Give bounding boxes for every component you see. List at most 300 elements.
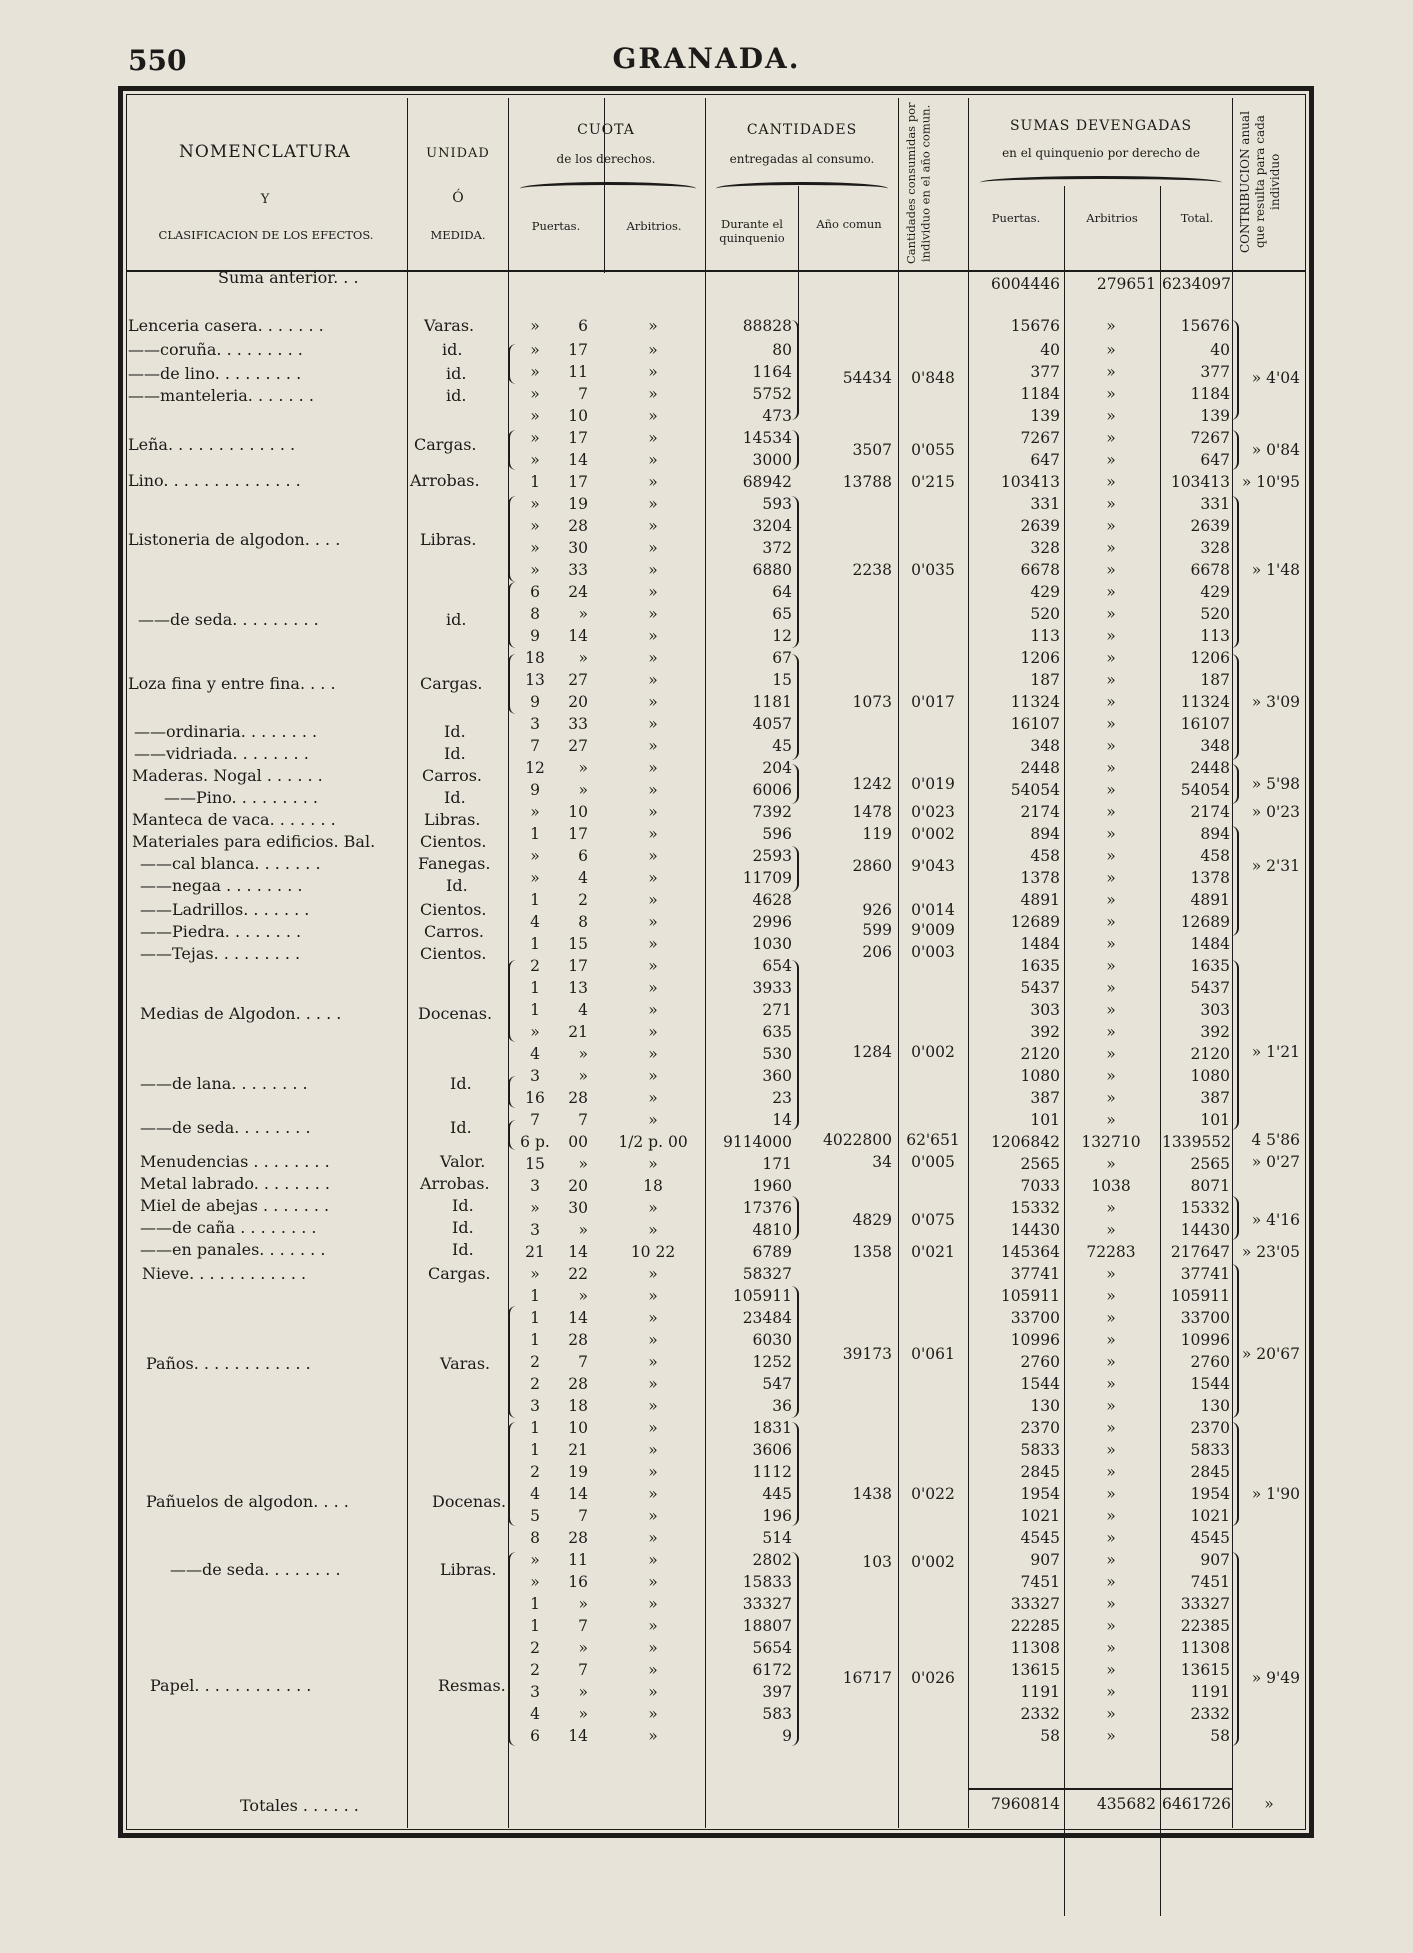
cuota-puertas-reales: 2 (530, 1353, 540, 1371)
suma-total: 331 (1200, 495, 1230, 513)
suma-total: 113 (1200, 627, 1230, 645)
suma-puertas: 331 (1030, 495, 1060, 513)
suma-total: 1206 (1190, 649, 1230, 667)
cuota-puertas-reales: 1 (530, 1617, 540, 1635)
brace-mark (1230, 496, 1239, 648)
suma-arbitrios: » (1106, 1573, 1116, 1591)
cantidad-quinquenio: 36 (772, 1397, 792, 1415)
cantidad-quinquenio: 14 (772, 1111, 792, 1129)
cantidad-anio-comun: 1438 (852, 1485, 892, 1503)
cuota-puertas-reales: 18 (525, 649, 545, 667)
suma-total: 11324 (1180, 693, 1230, 711)
suma-puertas: 40 (1040, 341, 1060, 359)
unit-label: Id. (452, 1196, 474, 1215)
unit-label: Id. (450, 1074, 472, 1093)
suma-puertas: 139 (1030, 407, 1060, 425)
brace-mark (790, 846, 799, 892)
consumo-por-individuo: 9'043 (911, 857, 955, 875)
suma-puertas: 33327 (1010, 1595, 1060, 1613)
brace-mark (1230, 320, 1239, 420)
brace-mark (790, 960, 799, 1130)
suma-total: 187 (1200, 671, 1230, 689)
suma-total: 387 (1200, 1089, 1230, 1107)
suma-total: 33700 (1180, 1309, 1230, 1327)
cuota-puertas-reales: 3 (530, 715, 540, 733)
cantidad-quinquenio: 14534 (742, 429, 792, 447)
suma-puertas: 2639 (1020, 517, 1060, 535)
suma-total: 2332 (1190, 1705, 1230, 1723)
suma-puertas: 130 (1030, 1397, 1060, 1415)
cantidad-quinquenio: 271 (762, 1001, 792, 1019)
totals-contribucion: » (1264, 1795, 1274, 1813)
cuota-puertas-mrs: 14 (568, 1485, 588, 1503)
suma-arbitrios: » (1106, 1463, 1116, 1481)
cuota-puertas-mrs: » (578, 1287, 588, 1305)
consumo-por-individuo: 0'021 (911, 1243, 955, 1261)
suma-arbitrios: » (1106, 1331, 1116, 1349)
cuota-arbitrios: » (648, 957, 658, 975)
suma-arbitrios: 132710 (1081, 1133, 1141, 1151)
suma-arbitrios: » (1106, 1529, 1116, 1547)
header-y: Y (260, 192, 270, 207)
unit-label: Id. (450, 1118, 472, 1137)
item-label: Suma anterior. . . (218, 268, 359, 287)
cuota-puertas-mrs: 17 (568, 473, 588, 491)
cuota-puertas-mrs: 4 (578, 869, 588, 887)
cuota-puertas-mrs: 28 (568, 1529, 588, 1547)
suma-total: 33327 (1180, 1595, 1230, 1613)
cuota-puertas-reales: » (530, 1199, 540, 1217)
cuota-puertas-reales: » (530, 803, 540, 821)
item-label: ——de seda. . . . . . . . . (138, 610, 319, 629)
consumo-por-individuo: 0'848 (911, 369, 955, 387)
cuota-arbitrios: 1/2 p. 00 (618, 1133, 688, 1151)
cantidad-anio-comun: 16717 (842, 1669, 892, 1687)
consumo-por-individuo: 0'022 (911, 1485, 955, 1503)
cantidad-anio-comun: 1478 (852, 803, 892, 821)
cuota-puertas-mrs: 10 (568, 407, 588, 425)
cuota-puertas-reales: » (530, 847, 540, 865)
suma-total: 40 (1210, 341, 1230, 359)
cuota-arbitrios: » (648, 1023, 658, 1041)
contribucion-individuo: » 23'05 (1241, 1243, 1300, 1261)
item-label: Nieve. . . . . . . . . . . . (142, 1264, 307, 1283)
item-label: Lino. . . . . . . . . . . . . . (128, 471, 301, 490)
suma-puertas: 33700 (1010, 1309, 1060, 1327)
cantidad-quinquenio: 1030 (752, 935, 792, 953)
header-brace (716, 182, 888, 195)
cuota-puertas-mrs: 17 (568, 429, 588, 447)
cuota-arbitrios: » (648, 1485, 658, 1503)
brace-mark (508, 496, 517, 582)
suma-arbitrios: » (1106, 1441, 1116, 1459)
cantidad-quinquenio: 445 (762, 1485, 792, 1503)
contribucion-individuo: » 4'04 (1251, 369, 1300, 387)
cantidad-quinquenio: 9114000 (722, 1133, 792, 1151)
suma-total: 2174 (1190, 803, 1230, 821)
suma-arbitrios: » (1106, 1617, 1116, 1635)
suma-puertas: 2174 (1020, 803, 1060, 821)
brace-mark (1230, 1552, 1239, 1746)
suma-puertas: 387 (1030, 1089, 1060, 1107)
totals-divider (968, 1788, 1232, 1790)
suma-arbitrios: » (1106, 517, 1116, 535)
cuota-puertas-reales: 1 (530, 1309, 540, 1327)
cuota-puertas-mrs: 30 (568, 539, 588, 557)
cantidad-quinquenio: 67 (772, 649, 792, 667)
suma-arbitrios: » (1106, 1661, 1116, 1679)
suma-arbitrios: » (1106, 1419, 1116, 1437)
contribucion-individuo: » 0'84 (1251, 441, 1300, 459)
cuota-arbitrios: » (648, 1287, 658, 1305)
suma-total: 303 (1200, 1001, 1230, 1019)
suma-puertas: 58 (1040, 1727, 1060, 1745)
unit-label: Docenas. (432, 1492, 507, 1511)
brace-mark (790, 1422, 799, 1526)
cuota-puertas-reales: » (530, 561, 540, 579)
header-sumas-total: Total. (1180, 211, 1214, 225)
header-consumidas: Cantidades consumidas por individuo en el año comun. (904, 102, 933, 264)
cuota-arbitrios: » (648, 1463, 658, 1481)
suma-total: 15676 (1180, 317, 1230, 335)
brace-mark (790, 320, 799, 420)
cuota-arbitrios: » (648, 1155, 658, 1173)
cuota-puertas-mrs: 21 (568, 1023, 588, 1041)
contribucion-individuo: 4 5'86 (1251, 1131, 1300, 1149)
suma-arbitrios: 1038 (1091, 1177, 1131, 1195)
suma-arbitrios: » (1106, 1265, 1116, 1283)
suma-puertas: 15332 (1010, 1199, 1060, 1217)
brace-mark (508, 654, 517, 714)
suma-puertas: 4891 (1020, 891, 1060, 909)
cuota-puertas-reales: 1 (530, 1287, 540, 1305)
cantidad-quinquenio: 593 (762, 495, 792, 513)
cuota-arbitrios: » (648, 803, 658, 821)
cantidad-quinquenio: 68942 (742, 473, 792, 491)
suma-arbitrios: » (1106, 693, 1116, 711)
cuota-arbitrios: » (648, 693, 658, 711)
cuota-puertas-mrs: 27 (568, 737, 588, 755)
item-label: ——coruña. . . . . . . . . (128, 340, 303, 359)
cuota-puertas-reales: » (530, 869, 540, 887)
item-label: ——negaa . . . . . . . . (140, 876, 303, 895)
cantidad-quinquenio: 596 (762, 825, 792, 843)
cuota-arbitrios: » (648, 1573, 658, 1591)
cantidad-quinquenio: 473 (762, 407, 792, 425)
consumo-por-individuo: 0'035 (911, 561, 955, 579)
suma-puertas: 11324 (1010, 693, 1060, 711)
cuota-arbitrios: » (648, 341, 658, 359)
suma-total: 14430 (1180, 1221, 1230, 1239)
suma-arbitrios: » (1106, 605, 1116, 623)
cuota-puertas-reales: » (530, 429, 540, 447)
suma-puertas: 392 (1030, 1023, 1060, 1041)
cuota-arbitrios: » (648, 649, 658, 667)
cantidad-anio-comun: 4829 (852, 1211, 892, 1229)
suma-arbitrios: » (1106, 737, 1116, 755)
suma-arbitrios: » (1106, 1551, 1116, 1569)
suma-arbitrios: » (1106, 1199, 1116, 1217)
cuota-puertas-mrs: » (578, 649, 588, 667)
consumo-por-individuo: 0'019 (911, 775, 955, 793)
cuota-arbitrios: » (648, 1595, 658, 1613)
item-label: ——de caña . . . . . . . . (140, 1218, 317, 1237)
header-cuota: CUOTA (577, 122, 635, 138)
cantidad-quinquenio: 6789 (752, 1243, 792, 1261)
cuota-puertas-reales: » (530, 341, 540, 359)
contribucion-individuo: » 2'31 (1251, 857, 1300, 875)
item-label: Materiales para edificios. Bal. (132, 832, 376, 851)
suma-arbitrios: » (1106, 1705, 1116, 1723)
suma-arbitrios: » (1106, 803, 1116, 821)
item-label: ——Pino. . . . . . . . . (164, 788, 318, 807)
cuota-arbitrios: » (648, 1111, 658, 1129)
cuota-puertas-mrs: 7 (578, 1353, 588, 1371)
item-label: Miel de abejas . . . . . . . (140, 1196, 330, 1215)
suma-total: 2370 (1190, 1419, 1230, 1437)
cuota-arbitrios: » (648, 363, 658, 381)
suma-puertas: 2448 (1020, 759, 1060, 777)
cantidad-quinquenio: 2996 (752, 913, 792, 931)
contribucion-individuo: » 9'49 (1251, 1669, 1300, 1687)
suma-arbitrios: » (1106, 781, 1116, 799)
suma-puertas: 11308 (1010, 1639, 1060, 1657)
cantidad-quinquenio: 23484 (742, 1309, 792, 1327)
suma-total: 647 (1200, 451, 1230, 469)
cantidad-quinquenio: 3000 (752, 451, 792, 469)
unit-label: Valor. (440, 1152, 486, 1171)
cantidad-quinquenio: 58327 (742, 1265, 792, 1283)
header-o: Ó (452, 190, 464, 206)
cantidad-quinquenio: 6172 (752, 1661, 792, 1679)
cantidad-anio-comun: 1358 (852, 1243, 892, 1261)
cuota-arbitrios: » (648, 1221, 658, 1239)
cuota-arbitrios: » (648, 847, 658, 865)
cuota-puertas-mrs: 7 (578, 1111, 588, 1129)
cantidad-quinquenio: 2593 (752, 847, 792, 865)
suma-total: 8071 (1190, 1177, 1230, 1195)
suma-puertas: 187 (1030, 671, 1060, 689)
cuota-puertas-reales: 2 (530, 1375, 540, 1393)
cantidad-quinquenio: 6880 (752, 561, 792, 579)
cuota-arbitrios: » (648, 891, 658, 909)
cantidad-quinquenio: 204 (762, 759, 792, 777)
unit-label: Arrobas. (420, 1174, 490, 1193)
brace-mark (790, 764, 799, 804)
cuota-arbitrios: » (648, 1419, 658, 1437)
suma-total: 1080 (1190, 1067, 1230, 1085)
cantidad-anio-comun: 2860 (852, 857, 892, 875)
cuota-puertas-mrs: 17 (568, 341, 588, 359)
cantidad-quinquenio: 654 (762, 957, 792, 975)
unit-label: id. (446, 386, 467, 405)
suma-puertas: 10996 (1010, 1331, 1060, 1349)
header-medida: MEDIDA. (430, 228, 486, 242)
cuota-arbitrios: » (648, 583, 658, 601)
suma-puertas: 5833 (1020, 1441, 1060, 1459)
cantidad-quinquenio: 45 (772, 737, 792, 755)
cantidad-quinquenio: 583 (762, 1705, 792, 1723)
cantidad-quinquenio: 3204 (752, 517, 792, 535)
cuota-puertas-reales: 9 (530, 693, 540, 711)
suma-arbitrios: » (1106, 847, 1116, 865)
suma-arbitrios: » (1106, 473, 1116, 491)
cuota-puertas-reales: » (530, 407, 540, 425)
cuota-arbitrios: » (648, 495, 658, 513)
cuota-puertas-mrs: » (578, 1221, 588, 1239)
brace-mark (508, 1076, 517, 1108)
cuota-arbitrios: » (648, 627, 658, 645)
cantidad-quinquenio: 1252 (752, 1353, 792, 1371)
cuota-puertas-mrs: » (578, 1705, 588, 1723)
suma-arbitrios: » (1106, 649, 1116, 667)
cuota-puertas-reales: 3 (530, 1177, 540, 1195)
cantidad-quinquenio: 372 (762, 539, 792, 557)
suma-total: 103413 (1170, 473, 1230, 491)
header-nomenclatura: NOMENCLATURA (179, 142, 351, 162)
suma-total: 15332 (1180, 1199, 1230, 1217)
brace-mark (508, 1306, 517, 1418)
brace-mark (508, 344, 517, 384)
item-label: ——en panales. . . . . . . (140, 1240, 326, 1259)
suma-puertas: 2760 (1020, 1353, 1060, 1371)
unit-label: Cientos. (420, 944, 487, 963)
header-arbitrios: Arbitrios. (626, 219, 682, 233)
unit-label: Libras. (440, 1560, 497, 1579)
item-label: Leña. . . . . . . . . . . . . (128, 435, 296, 454)
suma-puertas: 328 (1030, 539, 1060, 557)
cantidad-quinquenio: 1164 (752, 363, 792, 381)
cuota-arbitrios: » (648, 473, 658, 491)
suma-total: 5437 (1190, 979, 1230, 997)
suma-arbitrios: » (1106, 1639, 1116, 1657)
suma-total: 58 (1210, 1727, 1230, 1745)
suma-arbitrios: » (1106, 317, 1116, 335)
suma-puertas: 7033 (1020, 1177, 1060, 1195)
consumo-por-individuo: 0'055 (911, 441, 955, 459)
summary-puertas: 6004446 (990, 275, 1060, 293)
unit-label: Libras. (420, 530, 477, 549)
cantidad-quinquenio: 15833 (742, 1573, 792, 1591)
cuota-puertas-reales: 1 (530, 1331, 540, 1349)
cantidad-quinquenio: 4628 (752, 891, 792, 909)
cuota-puertas-reales: 4 (530, 913, 540, 931)
suma-arbitrios: » (1106, 671, 1116, 689)
suma-puertas: 1484 (1020, 935, 1060, 953)
item-label: Totales . . . . . . (240, 1796, 359, 1815)
suma-total: 217647 (1170, 1243, 1230, 1261)
unit-label: Libras. (424, 810, 481, 829)
header-unidad: UNIDAD (426, 146, 490, 161)
header-sumas-arbitrios: Arbitrios (1086, 211, 1138, 225)
cuota-puertas-reales: 3 (530, 1221, 540, 1239)
cantidad-anio-comun: 926 (862, 901, 892, 919)
cuota-arbitrios: » (648, 913, 658, 931)
item-label: ——Piedra. . . . . . . . (140, 922, 302, 941)
contribucion-individuo: » 20'67 (1241, 1345, 1300, 1363)
cantidad-quinquenio: 15 (772, 671, 792, 689)
header-cuota-sub: de los derechos. (556, 152, 656, 166)
cuota-arbitrios: » (648, 317, 658, 335)
cantidad-anio-comun: 2238 (852, 561, 892, 579)
cuota-puertas-mrs: 28 (568, 1331, 588, 1349)
cuota-puertas-mrs: 4 (578, 1001, 588, 1019)
suma-puertas: 1191 (1020, 1683, 1060, 1701)
cantidad-anio-comun: 4022800 (822, 1131, 892, 1149)
cuota-puertas-reales: 1 (530, 473, 540, 491)
cuota-arbitrios: » (648, 1441, 658, 1459)
cantidad-quinquenio: 12 (772, 627, 792, 645)
cuota-arbitrios: » (648, 1199, 658, 1217)
cuota-puertas-mrs: 13 (568, 979, 588, 997)
cuota-puertas-mrs: 11 (568, 363, 588, 381)
cuota-puertas-mrs: 6 (578, 317, 588, 335)
suma-puertas: 15676 (1010, 317, 1060, 335)
cuota-puertas-mrs: » (578, 1067, 588, 1085)
cantidad-quinquenio: 514 (762, 1529, 792, 1547)
cuota-arbitrios: 18 (643, 1177, 663, 1195)
brace-mark (790, 654, 799, 760)
cuota-puertas-reales: » (530, 539, 540, 557)
header-sumas-sub: en el quinquenio por derecho de (1002, 146, 1200, 160)
cantidad-quinquenio: 64 (772, 583, 792, 601)
unit-label: Arrobas. (410, 471, 480, 490)
unit-label: Cargas. (414, 435, 477, 454)
item-label: ——cal blanca. . . . . . . (140, 854, 321, 873)
cuota-puertas-mrs: 14 (568, 1243, 588, 1261)
suma-puertas: 458 (1030, 847, 1060, 865)
suma-puertas: 1080 (1020, 1067, 1060, 1085)
cuota-arbitrios: » (648, 1727, 658, 1745)
consumo-por-individuo: 9'009 (911, 921, 955, 939)
unit-label: Carros. (424, 922, 485, 941)
suma-total: 1484 (1190, 935, 1230, 953)
consumo-por-individuo: 0'014 (911, 901, 955, 919)
header-clasificacion: CLASIFICACION DE LOS EFECTOS. (158, 228, 374, 242)
consumo-por-individuo: 0'061 (911, 1345, 955, 1363)
suma-puertas: 894 (1030, 825, 1060, 843)
cantidad-quinquenio: 23 (772, 1089, 792, 1107)
suma-total: 139 (1200, 407, 1230, 425)
unit-label: Docenas. (418, 1004, 493, 1023)
cuota-arbitrios: » (648, 539, 658, 557)
suma-arbitrios: » (1106, 1353, 1116, 1371)
unit-label: Fanegas. (418, 854, 491, 873)
suma-puertas: 145364 (1000, 1243, 1060, 1261)
consumo-por-individuo: 0'002 (911, 1553, 955, 1571)
cantidad-quinquenio: 5752 (752, 385, 792, 403)
suma-arbitrios: » (1106, 385, 1116, 403)
suma-puertas: 520 (1030, 605, 1060, 623)
item-label: Medias de Algodon. . . . . (140, 1004, 342, 1023)
item-label: ——de lino. . . . . . . . . (128, 364, 302, 383)
suma-arbitrios: » (1106, 429, 1116, 447)
suma-total: 2565 (1190, 1155, 1230, 1173)
cantidad-quinquenio: 397 (762, 1683, 792, 1701)
contribucion-individuo: » 4'16 (1251, 1211, 1300, 1229)
cuota-puertas-mrs: 14 (568, 451, 588, 469)
contribucion-individuo: » 0'23 (1251, 803, 1300, 821)
suma-total: 5833 (1190, 1441, 1230, 1459)
cuota-puertas-mrs: 17 (568, 825, 588, 843)
unit-label: Varas. (424, 316, 475, 335)
brace-mark (1230, 960, 1239, 1130)
cantidad-quinquenio: 105911 (732, 1287, 792, 1305)
cantidad-quinquenio: 1181 (752, 693, 792, 711)
brace-mark (790, 430, 799, 470)
cuota-arbitrios: » (648, 1529, 658, 1547)
cantidad-quinquenio: 530 (762, 1045, 792, 1063)
